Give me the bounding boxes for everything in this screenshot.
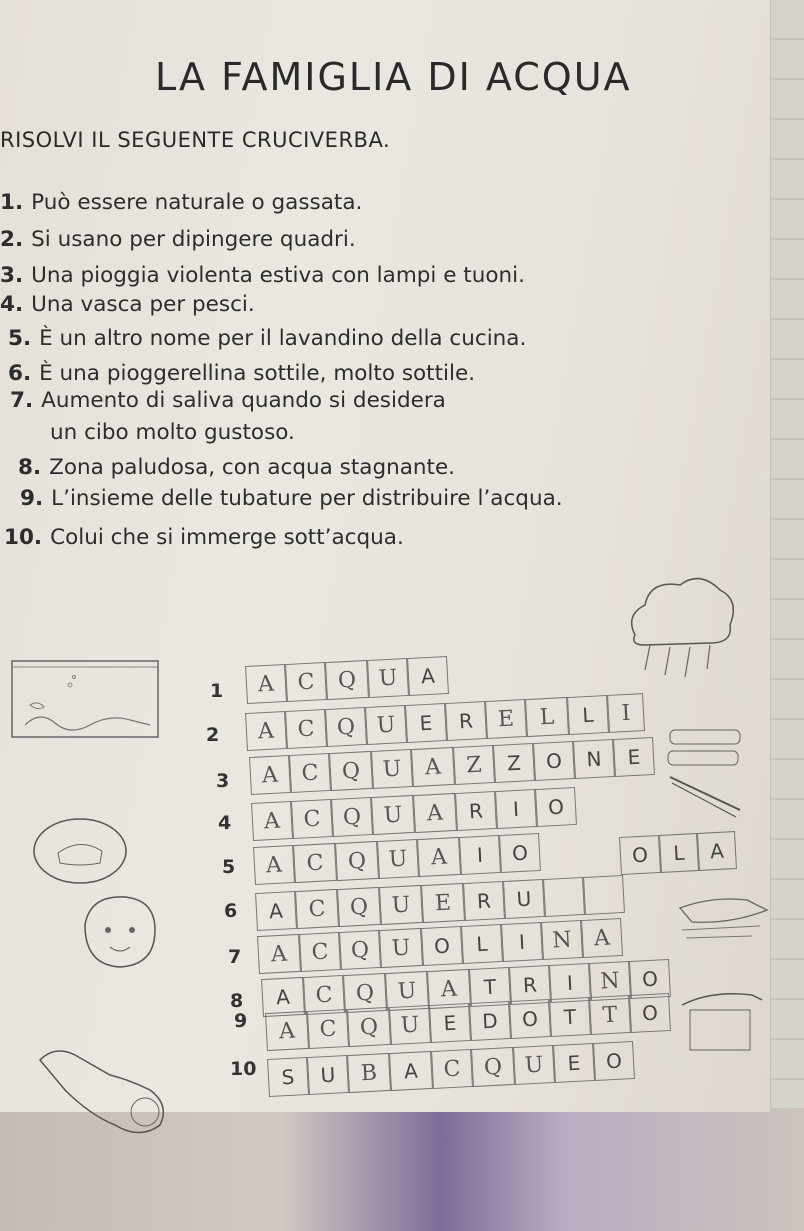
crossword-cell[interactable]: Q xyxy=(347,1007,391,1047)
clue-item xyxy=(0,190,362,215)
clue-item xyxy=(10,388,446,413)
clue-item xyxy=(0,292,255,317)
crossword-cell[interactable]: L xyxy=(567,695,609,735)
crossword-cell[interactable]: A xyxy=(407,656,449,696)
crossword-cell[interactable]: U xyxy=(371,795,415,835)
crossword-cell[interactable]: D xyxy=(469,1001,511,1041)
clue-item xyxy=(4,525,404,550)
crossword-cell[interactable]: E xyxy=(429,1003,471,1043)
storm-cloud-illustration xyxy=(615,565,745,690)
crossword-cell[interactable]: C xyxy=(431,1049,473,1089)
crossword-cell[interactable]: Q xyxy=(337,887,381,927)
crossword-cell[interactable]: A xyxy=(411,747,455,787)
aquarium-illustration xyxy=(10,655,160,740)
clue-text: Può essere naturale o gassata. xyxy=(31,190,363,215)
clue-item xyxy=(0,227,356,252)
crossword-cell[interactable]: Q xyxy=(471,1047,515,1087)
crossword-cell[interactable]: Q xyxy=(331,797,373,837)
crossword-cell[interactable]: Q xyxy=(325,660,369,700)
crossword-cell[interactable]: A xyxy=(253,845,295,885)
clue-item xyxy=(8,326,526,351)
crossword-cell[interactable]: C xyxy=(285,662,327,702)
crossword-cell[interactable]: A xyxy=(417,837,461,877)
crossword-cell[interactable]: A xyxy=(245,711,287,751)
crossword-cell[interactable]: U xyxy=(513,1045,555,1085)
clue-number: 10. xyxy=(4,525,43,550)
clue-item xyxy=(20,486,563,511)
crossword-row-number: 6 xyxy=(224,900,238,922)
crossword-row-number: 8 xyxy=(230,990,244,1012)
crossword-cell[interactable]: O xyxy=(629,959,671,999)
crossword-cell[interactable]: C xyxy=(289,753,331,793)
crossword-cell[interactable]: O xyxy=(499,833,541,873)
worksheet-instruction: RISOLVI IL SEGUENTE CRUCIVERBA. xyxy=(0,128,391,152)
crossword-cell[interactable]: Q xyxy=(343,973,387,1013)
crossword-cell[interactable]: R xyxy=(455,791,497,831)
crossword-cell[interactable]: A xyxy=(265,1011,309,1051)
crossword-cell[interactable]: A xyxy=(697,831,737,871)
crossword-cell[interactable]: R xyxy=(509,965,551,1005)
crossword-cell[interactable]: A xyxy=(249,755,291,795)
clue-text: Una pioggia violenta estiva con lampi e tuoni. xyxy=(31,263,525,288)
clue-number: 7. xyxy=(10,388,34,413)
crossword-cell[interactable]: O xyxy=(629,993,671,1033)
crossword-row-number: 10 xyxy=(230,1058,257,1080)
crossword-row-number: 1 xyxy=(210,680,224,702)
clue-number: 1. xyxy=(0,190,24,215)
crossword-cell[interactable]: C xyxy=(303,975,345,1015)
crossword-cell[interactable]: Q xyxy=(339,930,381,970)
crossword-cell[interactable]: A xyxy=(245,664,287,704)
crossword-cell[interactable]: T xyxy=(589,995,631,1035)
crossword-cell[interactable]: U xyxy=(379,928,423,968)
paint-brushes-illustration xyxy=(660,725,745,820)
crossword-cell[interactable]: C xyxy=(293,843,337,883)
crossword-cell[interactable]: L xyxy=(461,924,503,964)
crossword-cell[interactable]: E xyxy=(485,699,527,739)
clue-text: Si usano per dipingere quadri. xyxy=(31,227,356,252)
crossword-cell[interactable]: I xyxy=(549,963,591,1003)
crossword-cell[interactable]: O xyxy=(535,787,577,827)
crossword-cell[interactable]: C xyxy=(307,1009,349,1049)
clue-number: 6. xyxy=(8,361,32,386)
crossword-cell[interactable]: U xyxy=(367,658,409,698)
crossword-row-number: 5 xyxy=(222,856,236,878)
crossword-cell[interactable]: I xyxy=(495,789,537,829)
crossword-cell[interactable]: U xyxy=(385,971,429,1011)
crossword-cell[interactable]: E xyxy=(421,883,465,923)
crossword-row-number: 4 xyxy=(218,812,232,834)
crossword-cell[interactable]: S xyxy=(267,1057,309,1097)
clue-text: L’insieme delle tubature per distribuire l’acqua. xyxy=(51,486,563,511)
crossword-row-number: 7 xyxy=(228,946,242,968)
crossword-cell[interactable]: T xyxy=(549,997,591,1037)
crossword-cell[interactable]: I xyxy=(607,693,645,733)
clue-text: È una pioggerellina sottile, molto sottile. xyxy=(39,361,476,386)
clue-text: Colui che si immerge sott’acqua. xyxy=(50,525,404,550)
crossword-cell[interactable]: C xyxy=(291,799,333,839)
crossword-cell[interactable]: A xyxy=(413,793,457,833)
crossword-cell[interactable]: A xyxy=(255,891,297,931)
worksheet-title: LA FAMIGLIA DI ACQUA xyxy=(155,55,632,99)
crossword-row-number: 9 xyxy=(234,1010,248,1032)
crossword-cell[interactable]: Q xyxy=(335,841,379,881)
crossword-cell[interactable]: A xyxy=(261,977,305,1017)
crossword-cell[interactable]: O xyxy=(509,999,551,1039)
clue-text: È un altro nome per il lavandino della cucina. xyxy=(39,326,527,351)
crossword-cell[interactable]: C xyxy=(299,932,341,972)
crossword-row-number: 2 xyxy=(206,724,220,746)
clue-item xyxy=(18,455,455,480)
crossword-cell[interactable]: Q xyxy=(329,751,373,791)
crossword-row-number: 3 xyxy=(216,770,230,792)
crossword-cell[interactable]: R xyxy=(463,881,505,921)
crossword-cell[interactable]: Z xyxy=(493,743,535,783)
clue-number: 5. xyxy=(8,326,32,351)
crossword-cell[interactable]: U xyxy=(503,879,545,919)
crossword-cell[interactable]: A xyxy=(251,801,293,841)
crossword-cell[interactable]: U xyxy=(377,839,419,879)
crossword-cell[interactable] xyxy=(543,877,585,917)
crossword-cell[interactable]: C xyxy=(295,889,339,929)
crossword-cell[interactable]: A xyxy=(581,918,623,958)
crossword-cell[interactable]: O xyxy=(593,1041,635,1081)
clue-number: 8. xyxy=(18,455,42,480)
crossword-cell[interactable]: E xyxy=(405,703,447,743)
crossword-cell[interactable]: A xyxy=(427,969,471,1009)
swamp-illustration xyxy=(672,890,772,950)
clue-number: 3. xyxy=(0,263,24,288)
crossword-cell[interactable]: I xyxy=(459,835,501,875)
crossword-cell[interactable]: A xyxy=(257,934,301,974)
water-pipes-illustration xyxy=(672,985,772,1060)
clue-number: 4. xyxy=(0,292,24,317)
crossword-cell[interactable]: R xyxy=(445,701,487,741)
crossword-cell[interactable]: N xyxy=(541,920,583,960)
crossword-cell[interactable]: B xyxy=(347,1053,391,1093)
crossword-cell[interactable]: U xyxy=(371,749,413,789)
crossword-cell[interactable]: E xyxy=(553,1043,595,1083)
crossword-cell[interactable]: U xyxy=(365,705,407,745)
clue-item xyxy=(0,263,525,288)
clue-number: 9. xyxy=(20,486,44,511)
crossword-cell[interactable]: T xyxy=(469,967,511,1007)
crossword-cell[interactable]: U xyxy=(307,1055,349,1095)
food-thought-bubble-illustration xyxy=(30,815,130,890)
clue-text: un cibo molto gustoso. xyxy=(50,420,295,445)
clue-number: 2. xyxy=(0,227,24,252)
crossword-cell[interactable]: A xyxy=(389,1051,433,1091)
crossword-cell[interactable]: L xyxy=(659,833,699,873)
crossword-cell[interactable]: Z xyxy=(453,745,495,785)
crossword-cell[interactable]: L xyxy=(525,697,569,737)
crossword-cell[interactable]: O xyxy=(619,835,661,875)
crossword-cell[interactable]: U xyxy=(389,1005,431,1045)
crossword-cell[interactable]: O xyxy=(421,926,463,966)
clue-text: Aumento di saliva quando si desidera xyxy=(41,388,446,413)
crossword-cell[interactable]: E xyxy=(613,737,655,777)
diver-illustration xyxy=(20,1030,200,1150)
crossword-cell[interactable]: N xyxy=(573,739,615,779)
crossword-cell[interactable] xyxy=(583,875,625,915)
crossword-cell[interactable]: Q xyxy=(325,707,367,747)
clue-item xyxy=(8,361,475,386)
clue-item xyxy=(42,420,295,445)
crossword-cell[interactable]: N xyxy=(589,961,631,1001)
crossword-cell[interactable]: O xyxy=(533,741,575,781)
clue-text: Una vasca per pesci. xyxy=(31,292,255,317)
crossword-cell[interactable]: C xyxy=(285,709,327,749)
crossword-cell[interactable]: I xyxy=(501,922,543,962)
clue-text: Zona paludosa, con acqua stagnante. xyxy=(49,455,456,480)
crossword-cell[interactable]: U xyxy=(379,885,423,925)
child-face-illustration xyxy=(60,885,180,975)
